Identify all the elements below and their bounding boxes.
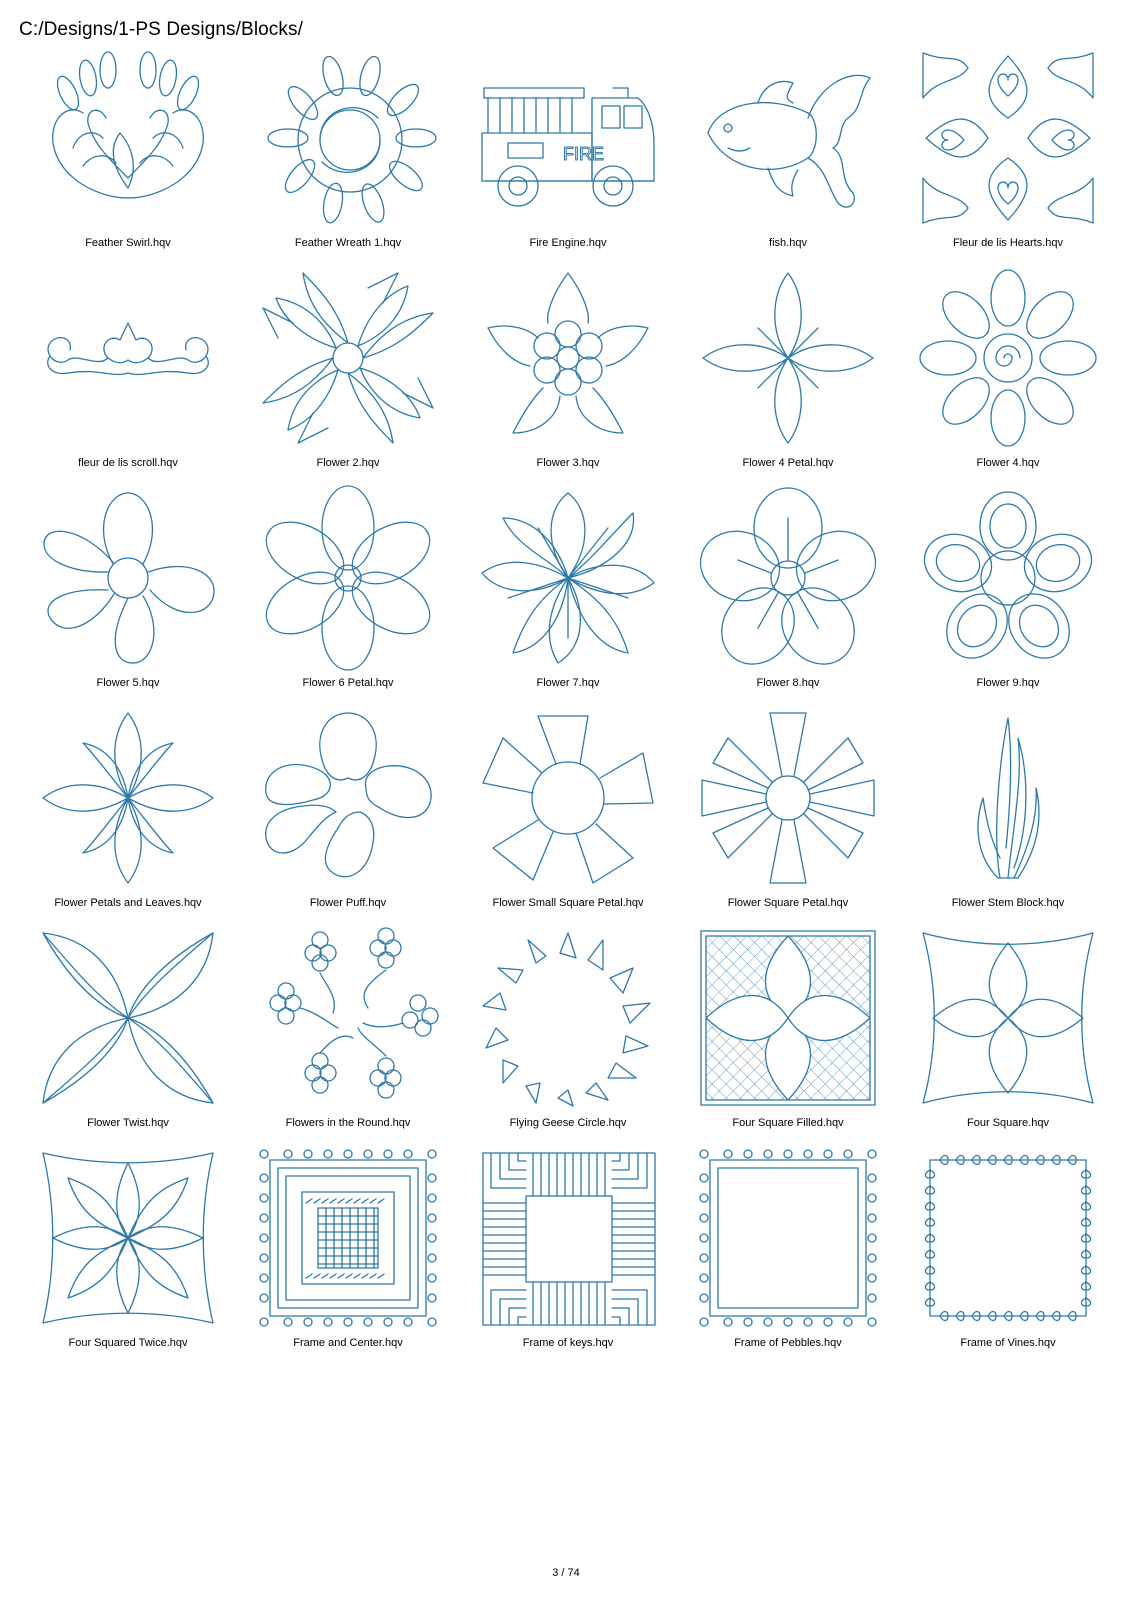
design-tile[interactable] <box>238 46 458 266</box>
design-tile[interactable] <box>898 486 1118 706</box>
feather-wreath-icon <box>258 48 438 228</box>
design-tile[interactable] <box>898 706 1118 926</box>
folder-path: C:/Designs/1-PS Designs/Blocks/ <box>19 19 303 40</box>
design-label: Flower 6 Petal.hqv <box>302 677 394 689</box>
design-label: Flower Square Petal.hqv <box>727 897 849 909</box>
design-tile[interactable] <box>898 46 1118 266</box>
design-label: Flower 7.hqv <box>536 677 600 689</box>
design-tile[interactable] <box>238 706 458 926</box>
design-label: fleur de lis scroll.hqv <box>78 457 178 469</box>
design-tile[interactable] <box>18 266 238 486</box>
flower-icon <box>698 708 878 888</box>
design-label: Feather Wreath 1.hqv <box>294 237 402 249</box>
flower-stem-icon <box>918 708 1098 888</box>
design-label: Frame of keys.hqv <box>522 1337 614 1349</box>
design-label: Flowers in the Round.hqv <box>285 1117 411 1129</box>
flower-icon <box>918 268 1098 448</box>
design-label: Frame and Center.hqv <box>293 1337 403 1349</box>
design-label: Four Square Filled.hqv <box>732 1117 844 1129</box>
flowers-round-icon <box>258 928 438 1108</box>
design-tile[interactable] <box>458 1146 678 1366</box>
flying-geese-icon <box>478 928 658 1108</box>
frame-keys-icon <box>478 1148 658 1328</box>
design-label: Four Square.hqv <box>967 1117 1049 1129</box>
frame-vines-icon <box>918 1148 1098 1328</box>
design-tile[interactable] <box>458 266 678 486</box>
design-tile[interactable] <box>678 486 898 706</box>
flower-icon <box>258 488 438 668</box>
design-tile[interactable] <box>18 706 238 926</box>
design-tile[interactable] <box>678 926 898 1146</box>
design-label: Flower 5.hqv <box>96 677 160 689</box>
flower-icon <box>698 488 878 668</box>
design-label: fish.hqv <box>769 237 807 249</box>
design-tile[interactable] <box>458 46 678 266</box>
design-tile[interactable] <box>678 266 898 486</box>
flower-icon <box>258 268 438 448</box>
design-label: Flower Puff.hqv <box>309 897 387 909</box>
flower-icon <box>478 708 658 888</box>
design-label: Flower 2.hqv <box>316 457 380 469</box>
design-label: Flower 4.hqv <box>976 457 1040 469</box>
design-tile[interactable] <box>18 46 238 266</box>
design-tile[interactable] <box>238 1146 458 1366</box>
design-tile[interactable] <box>458 706 678 926</box>
design-label: Frame of Pebbles.hqv <box>734 1337 842 1349</box>
flower-twist-icon <box>38 928 218 1108</box>
flower-icon <box>38 708 218 888</box>
design-label: Flower 9.hqv <box>976 677 1040 689</box>
design-tile[interactable] <box>898 926 1118 1146</box>
design-tile[interactable] <box>238 926 458 1146</box>
design-tile[interactable] <box>18 1146 238 1366</box>
page-number: 3 / 74 <box>552 1567 580 1579</box>
flower-icon <box>38 488 218 668</box>
fleur-de-lis-scroll-icon <box>38 268 218 448</box>
design-label: Flower Petals and Leaves.hqv <box>54 897 202 909</box>
design-label: Fire Engine.hqv <box>529 237 607 249</box>
fish-icon <box>698 48 878 228</box>
design-tile[interactable] <box>458 486 678 706</box>
design-tile[interactable] <box>898 1146 1118 1366</box>
flower-icon <box>478 268 658 448</box>
design-tile[interactable] <box>678 706 898 926</box>
four-squared-twice-icon <box>38 1148 218 1328</box>
design-label: Four Squared Twice.hqv <box>68 1337 188 1349</box>
four-square-filled-icon <box>698 928 878 1108</box>
design-label: Fleur de lis Hearts.hqv <box>952 237 1064 249</box>
flower-icon <box>478 488 658 668</box>
design-tile[interactable] <box>238 486 458 706</box>
design-label: Flower 8.hqv <box>756 677 820 689</box>
design-grid <box>18 46 1118 1366</box>
design-tile[interactable] <box>898 266 1118 486</box>
design-label: Flower 4 Petal.hqv <box>742 457 834 469</box>
design-tile[interactable] <box>18 486 238 706</box>
four-square-icon <box>918 928 1098 1108</box>
design-label: Flower 3.hqv <box>536 457 600 469</box>
svg-text:FIRE: FIRE <box>563 144 605 164</box>
design-tile[interactable] <box>678 46 898 266</box>
design-label: Flying Geese Circle.hqv <box>509 1117 627 1129</box>
design-tile[interactable] <box>238 266 458 486</box>
design-label: Flower Small Square Petal.hqv <box>492 897 644 909</box>
design-tile[interactable] <box>458 926 678 1146</box>
flower-icon <box>918 488 1098 668</box>
fleur-de-lis-hearts-icon <box>918 48 1098 228</box>
design-label: Flower Twist.hqv <box>87 1117 169 1129</box>
design-tile[interactable] <box>18 926 238 1146</box>
design-label: Flower Stem Block.hqv <box>951 897 1065 909</box>
design-tile[interactable] <box>678 1146 898 1366</box>
design-label: Feather Swirl.hqv <box>85 237 171 249</box>
feather-swirl-icon <box>38 48 218 228</box>
flower-icon <box>258 708 438 888</box>
flower-icon <box>698 268 878 448</box>
design-label: Frame of Vines.hqv <box>960 1337 1056 1349</box>
frame-center-icon <box>258 1148 438 1328</box>
fire-engine-icon <box>478 48 658 228</box>
frame-pebbles-icon <box>698 1148 878 1328</box>
